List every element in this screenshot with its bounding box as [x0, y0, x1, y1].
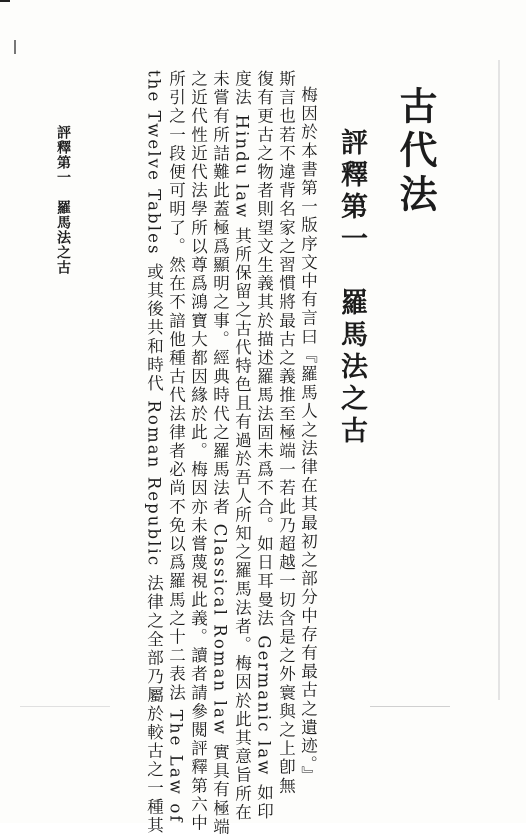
page-number-mark	[0, 0, 10, 3]
body-line: the Twelve Tables 或其後共和時代 Roman Republic 法律之全部乃屬於較古之一種其	[144, 70, 164, 835]
body-line: 未嘗有所詰難此蓋極爲顯明之事。經典時代之羅馬法者 Classical Roman law 實具有極端	[210, 70, 230, 837]
scan-mark	[498, 60, 500, 700]
body-line: 所引之一段便可明了。然在不諳他種古代法律者必尚不免以爲羅馬之十二表法 The Law of	[166, 70, 186, 824]
running-head: 評釋第一 羅馬法之古	[55, 125, 71, 275]
body-line: 之近代性近代法學所以尊爲鴻寶大都因緣於此。梅因亦未嘗蔑視此義。讀者請參閱評釋第六中	[188, 70, 208, 833]
body-line: 復有更古之物者則望文生義其於描述羅馬法固未爲不合。如日耳曼法 Germanic law 如印	[254, 70, 274, 822]
scan-mark	[14, 40, 16, 54]
body-line: 梅因於本書第一版序文中有言曰『羅馬人之法律在其最初之部分中存有最古之遺迹。』	[298, 86, 318, 785]
chapter-title: 古代法	[393, 86, 438, 218]
scan-mark	[20, 706, 110, 707]
body-line: 斯言也若不違背名家之習慣將最古之義推至極端一若此乃超越一切含是之外寰與之上卽無	[276, 70, 296, 796]
scan-mark	[370, 706, 450, 707]
section-heading: 評釋第一 羅馬法之古	[336, 128, 367, 448]
body-line: 度法 Hindu law 其所保留之古代特色且有過於吾人所知之羅馬法者。梅因於此其意旨所在	[232, 70, 252, 822]
